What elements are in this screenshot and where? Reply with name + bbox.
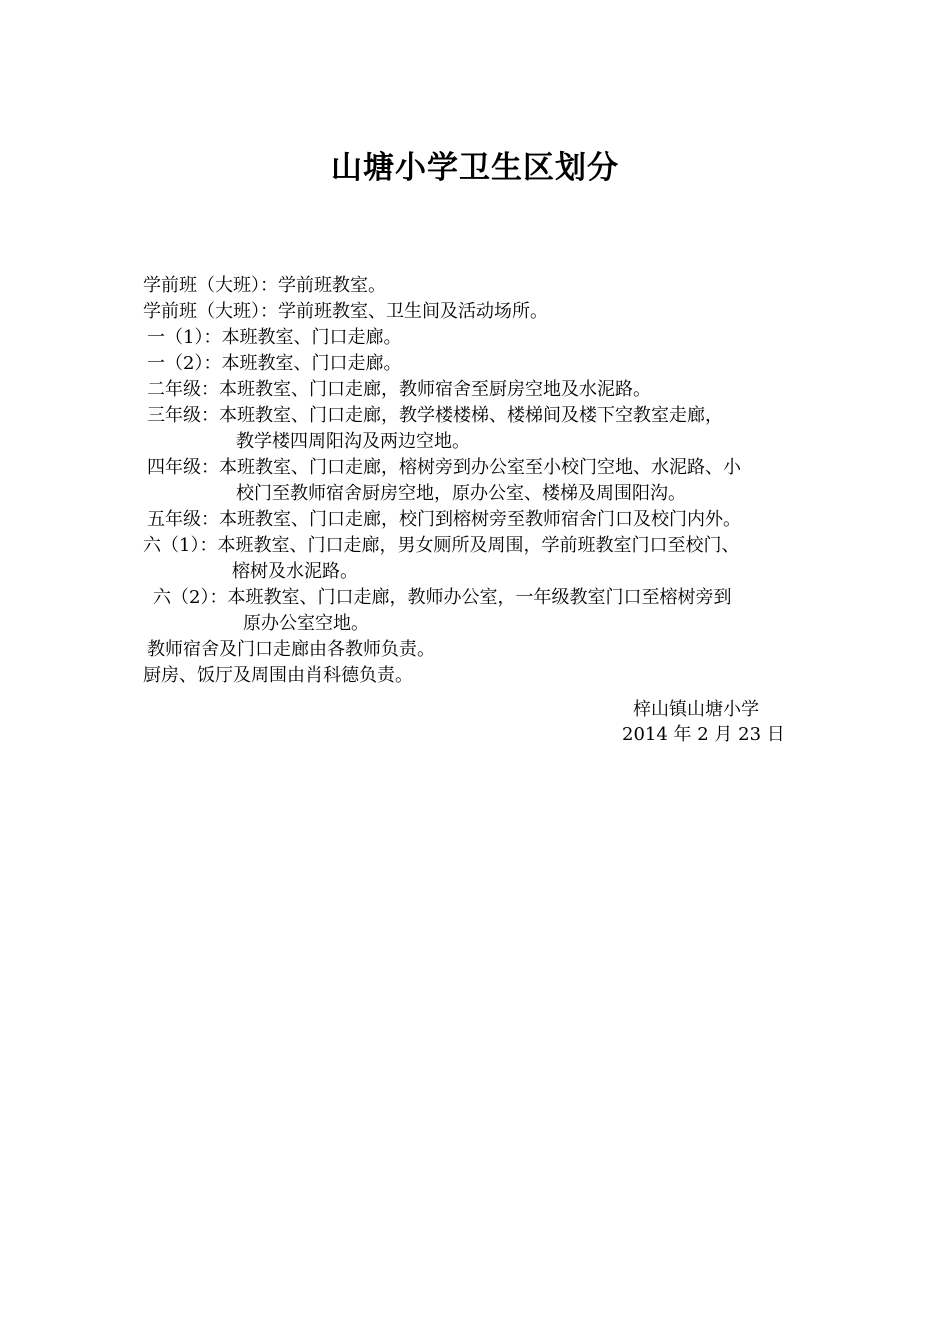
- signature-date: 2014 年 2 月 23 日: [622, 724, 785, 745]
- assignment-line: 四年级：本班教室、门口走廊，榕树旁到办公室至小校门空地、水泥路、小: [147, 457, 741, 478]
- assignment-line: 一（2）：本班教室、门口走廊。: [147, 353, 402, 374]
- assignment-line-continuation: 榕树及水泥路。: [232, 561, 358, 582]
- assignment-line: 学前班（大班）：学前班教室、卫生间及活动场所。: [143, 301, 548, 322]
- assignment-line: 五年级：本班教室、门口走廊，校门到榕树旁至教师宿舍门口及校门内外。: [147, 509, 741, 530]
- assignment-line: 厨房、饭厅及周围由肖科德负责。: [143, 665, 413, 686]
- signature-org: 梓山镇山塘小学: [633, 699, 759, 720]
- assignment-line: 学前班（大班）：学前班教室。: [143, 275, 386, 296]
- assignment-line: 三年级：本班教室、门口走廊，教学楼楼梯、楼梯间及楼下空教室走廊，: [147, 405, 723, 426]
- assignment-line: 一（1）：本班教室、门口走廊。: [147, 327, 402, 348]
- assignment-line-continuation: 校门至教师宿舍厨房空地，原办公室、楼梯及周围阳沟。: [236, 483, 686, 504]
- assignment-line-continuation: 原办公室空地。: [243, 613, 369, 634]
- assignment-line: 二年级：本班教室、门口走廊，教师宿舍至厨房空地及水泥路。: [147, 379, 651, 400]
- document-title: 山塘小学卫生区划分: [331, 150, 619, 186]
- assignment-line: 教师宿舍及门口走廊由各教师负责。: [147, 639, 435, 660]
- assignment-line: 六（2）：本班教室、门口走廊，教师办公室，一年级教室门口至榕树旁到: [153, 587, 732, 608]
- assignment-line-continuation: 教学楼四周阳沟及两边空地。: [236, 431, 470, 452]
- assignment-line: 六（1）：本班教室、门口走廊，男女厕所及周围，学前班教室门口至校门、: [143, 535, 740, 556]
